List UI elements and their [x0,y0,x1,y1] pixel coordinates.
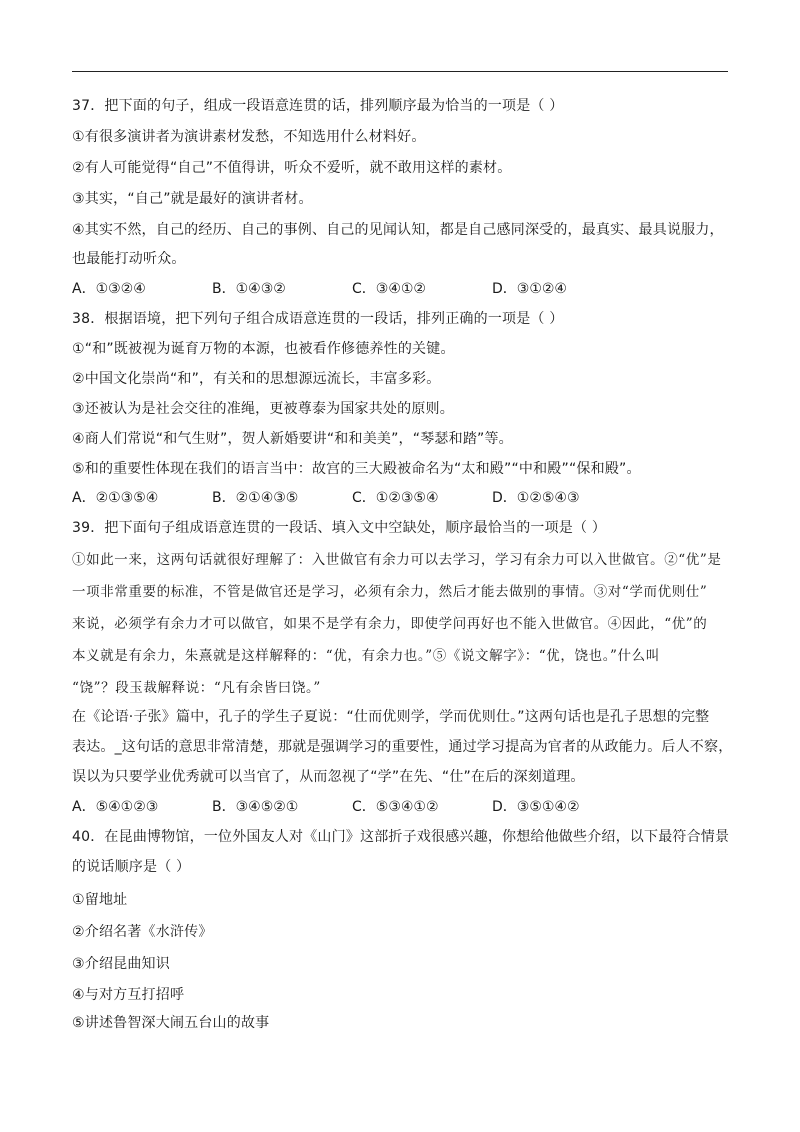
q37-option-c: C．③④①② [352,281,426,297]
q39-option-c: C．⑤③④①② [352,799,439,815]
q39-option-a: A．⑤④①②③ [72,799,159,815]
q40-item-2: ②介绍名著《水浒传》 [72,924,213,940]
q39-option-b: B．③④⑤②① [212,799,299,815]
q37-item-1: ①有很多演讲者为演讲素材发愁，不知选用什么材料好。 [72,129,426,145]
q38-item-5: ⑤和的重要性体现在我们的语言当中：故宫的三大殿被命名为“太和殿”“中和殿”“保和殿”。 [72,461,641,477]
q37-stem: 37．把下面的句子，组成一段语意连贯的话，排列顺序最为恰当的一项是（ ） [72,98,564,114]
q38-stem: 38．根据语境，把下列句子组合成语意连贯的一段话，排列正确的一项是（ ） [72,311,564,327]
q40-item-1: ①留地址 [72,892,128,908]
q40-item-5: ⑤讲述鲁智深大闹五台山的故事 [72,1015,270,1031]
q40-stem: 40．在昆曲博物馆，一位外国友人对《山门》这部折子戏很感兴趣，你想给他做些介绍，以下最符合情景 [72,829,730,845]
q39-sentences-line-2: 一项非常重要的标准，不管是做官还是学习，必须有余力，然后才能去做别的事情。③对“学而优则仕” [72,584,708,600]
q38-option-a: A．②①③⑤④ [72,490,159,506]
q39-passage-line-2: 表达。_这句话的意思非常清楚，那就是强调学习的重要性，通过学习提高为官者的从政能力。后人不察， [72,739,733,755]
q40-stem-cont: 的说话顺序是（ ） [72,859,191,875]
q39-passage-line-3: 误以为只要学业优秀就可以当官了，从而忽视了“学”在先、“仕”在后的深刻道理。 [72,769,585,785]
q38-option-b: B．②①④③⑤ [212,490,299,506]
header-rule [72,71,728,72]
q37-item-4-cont: 也最能打动听众。 [72,251,186,267]
q39-sentences-line-4: 本义就是有余力，朱熹就是这样解释的：“优，有余力也。”⑤《说文解字》：“优，饶也。”什么叫 [72,648,660,664]
q40-item-3: ③介绍昆曲知识 [72,956,170,972]
q39-sentences-line-5: “饶”？段玉裁解释说：“凡有余皆曰饶。” [72,680,321,696]
q39-option-d: D．③⑤①④② [492,799,580,815]
q38-item-4: ④商人们常说“和气生财”，贺人新婚要讲“和和美美”，“琴瑟和踏”等。 [72,431,513,447]
q37-item-4: ④其实不然，自己的经历、自己的事例、自己的见闻认知，都是自己感同深受的，最真实、最具说服力， [72,222,724,238]
q38-option-c: C．①②③⑤④ [352,490,439,506]
q38-item-1: ①“和”既被视为诞育万物的本源，也被看作修德养性的关键。 [72,341,455,357]
q40-item-4: ④与对方互打招呼 [72,987,185,1003]
q37-option-b: B．①④③② [212,281,286,297]
q38-item-3: ③还被认为是社会交往的准绳，更被尊泰为国家共处的原则。 [72,401,454,417]
q37-item-3: ③其实，“自己”就是最好的演讲者材。 [72,191,313,207]
q37-item-2: ②有人可能觉得“自己”不值得讲，听众不爱听，就不敢用这样的素材。 [72,160,512,176]
q38-option-d: D．①②⑤④③ [492,490,580,506]
q39-stem: 39．把下面句子组成语意连贯的一段话、填入文中空缺处，顺序最恰当的一项是（ ） [72,520,607,536]
q38-item-2: ②中国文化崇尚“和”，有关和的思想源远流长，丰富多彩。 [72,371,441,387]
q37-option-a: A．①③②④ [72,281,146,297]
q39-passage-line-1: 在《论语·子张》篇中，孔子的学生子夏说：“仕而优则学，学而优则仕。”这两句话也是孔子思想的完整 [72,709,710,725]
q39-sentences-line-1: ①如此一来，这两句话就很好理解了：入世做官有余力可以去学习，学习有余力可以入世做官。②“优”是 [72,552,722,568]
q37-option-d: D．③①②④ [492,281,567,297]
q39-sentences-line-3: 来说，必须学有余力才可以做官，如果不是学有余力，即使学问再好也不能入世做官。④因此，“优”的 [72,616,708,632]
